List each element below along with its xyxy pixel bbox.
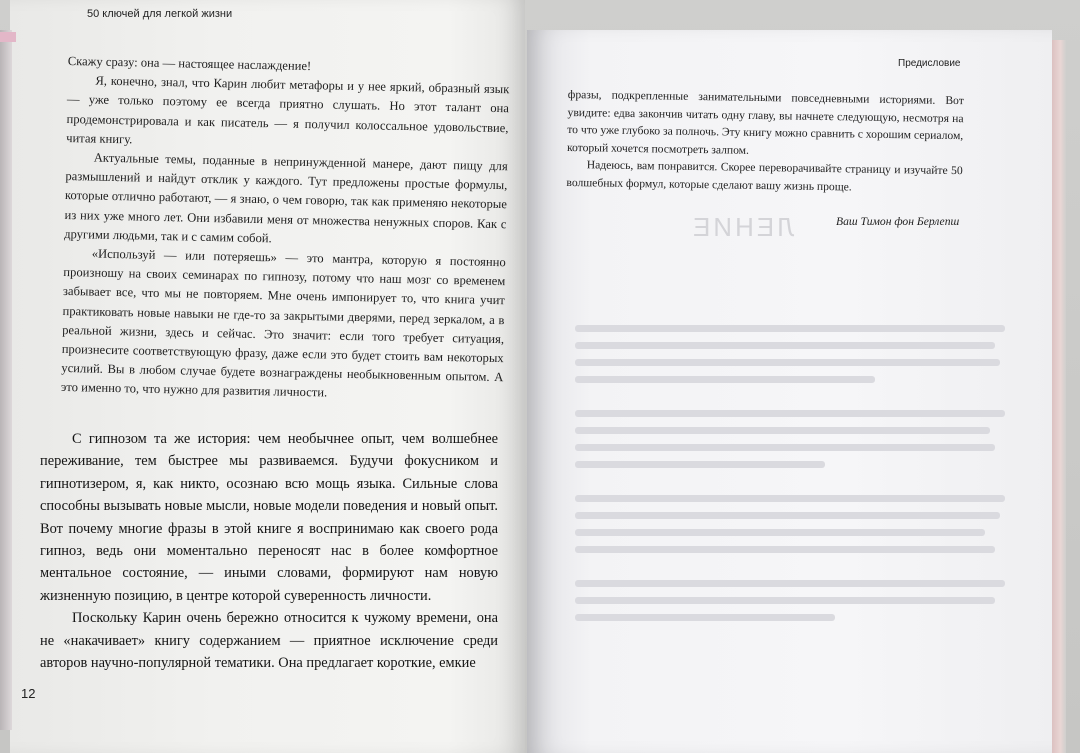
left-running-head: 50 ключей для легкой жизни: [87, 8, 233, 20]
pink-cover-edge: [0, 32, 16, 42]
show-through-line: [575, 495, 1005, 502]
left-page-text-upper: [61, 52, 510, 407]
show-through-line: [575, 529, 985, 536]
paragraph: Поскольку Карин очень бережно относится к чужому времени, она не «накачивает» книгу содержанием — приятное исключение среди авторов научно-популярной тематики. Она предлагает короткие, емкие: [40, 610, 498, 672]
show-through-line: [575, 512, 1000, 519]
paragraph: С гипнозом та же история: чем необычнее опыт, чем волшебнее переживание, тем быстрее мы развиваемся. Будучи фокусником и гипнотизером, я, как никто, осознаю всю мощь языка. Сильные слова способны вызывать новые мысли, новые модели поведения и новый опыт. Вот почему многие фразы в этой книге я воспринимаю как своего рода гипноз, ведь они моментально переносят нас в более комфортное ментальное состояние, — иными словами, формируют нам новую жизненную позицию, в центре которой суверенность личности.: [40, 431, 498, 604]
left-book-edge: [0, 30, 12, 730]
show-through-line: [575, 376, 875, 383]
show-through-line: [575, 546, 995, 553]
right-page-stack: [1052, 40, 1066, 753]
left-page-number: 12: [21, 686, 36, 701]
paragraph: Скажу сразу: она — настоящее наслаждение!: [67, 53, 312, 74]
paragraph: «Используй — или потеряешь» — это мантра, которую я постоянно произношу на своих семинарах по гипнозу, потому что наш мозг со временем забывает все, что мы не повторяем. Мне очень импонирует то, что книга учит практиковать новые навыки не где-то за закрытыми дверями, перед зеркалом, а в реальной жизни, здесь и сейчас. Это значит: если того требует ситуация, произнесите соответствующую фразу, даже если это будет стоить вам некоторых усилий. Вы в любом случае будете вознаграждены необыкновенным опытом. А это именно то, что нужно для развития личности.: [60, 246, 506, 400]
show-through-text: [575, 325, 1015, 645]
show-through-line: [575, 427, 990, 434]
paragraph: Актуальные темы, поданные в непринужденной манере, дают пищу для размышлений и найдут отклик у каждого. Тут предложены простые формулы, которые отлично работают, — я знаю, о чем говорю, так как применяю некоторые из них уже много лет. Они избавили меня от множества ненужных споров. Как с другими людьми, так и с самим собой.: [64, 150, 508, 246]
show-through-title: ЛЕНИЕ: [690, 212, 795, 242]
show-through-line: [575, 325, 1005, 332]
show-through-line: [575, 359, 1000, 366]
show-through-line: [575, 342, 995, 349]
paragraph: фразы, подкрепленные занимательными повседневными историями. Вот увидите: едва закончив читать одну главу, вы начнете следующую, несмотря на то что уже глубоко за полночь. Эту книгу можно сравнить с хорошим сериалом, который хочется посмотреть залпом.: [566, 87, 964, 157]
right-running-head: Предисловие: [898, 58, 961, 69]
show-through-line: [575, 444, 995, 451]
paragraph: Я, конечно, знал, что Карин любит метафоры и у нее яркий, образный язык — уже только поэтому ее всегда приятно слушать. Но этот талант она продемонстрировала и как писатель — я получил колоссальное удовольствие, читая книгу.: [66, 73, 510, 147]
show-through-line: [575, 614, 835, 621]
signature: Ваш Тимон фон Берлепш: [836, 215, 960, 228]
show-through-line: [575, 597, 995, 604]
left-page-text-lower: [40, 428, 498, 674]
show-through-line: [575, 580, 1005, 587]
show-through-line: [575, 461, 825, 468]
right-page-text: [566, 86, 964, 198]
paragraph: Надеюсь, вам понравится. Скорее переворачивайте страницу и изучайте 50 волшебных формул, которые сделают вашу жизнь проще.: [566, 158, 963, 194]
show-through-line: [575, 410, 1005, 417]
